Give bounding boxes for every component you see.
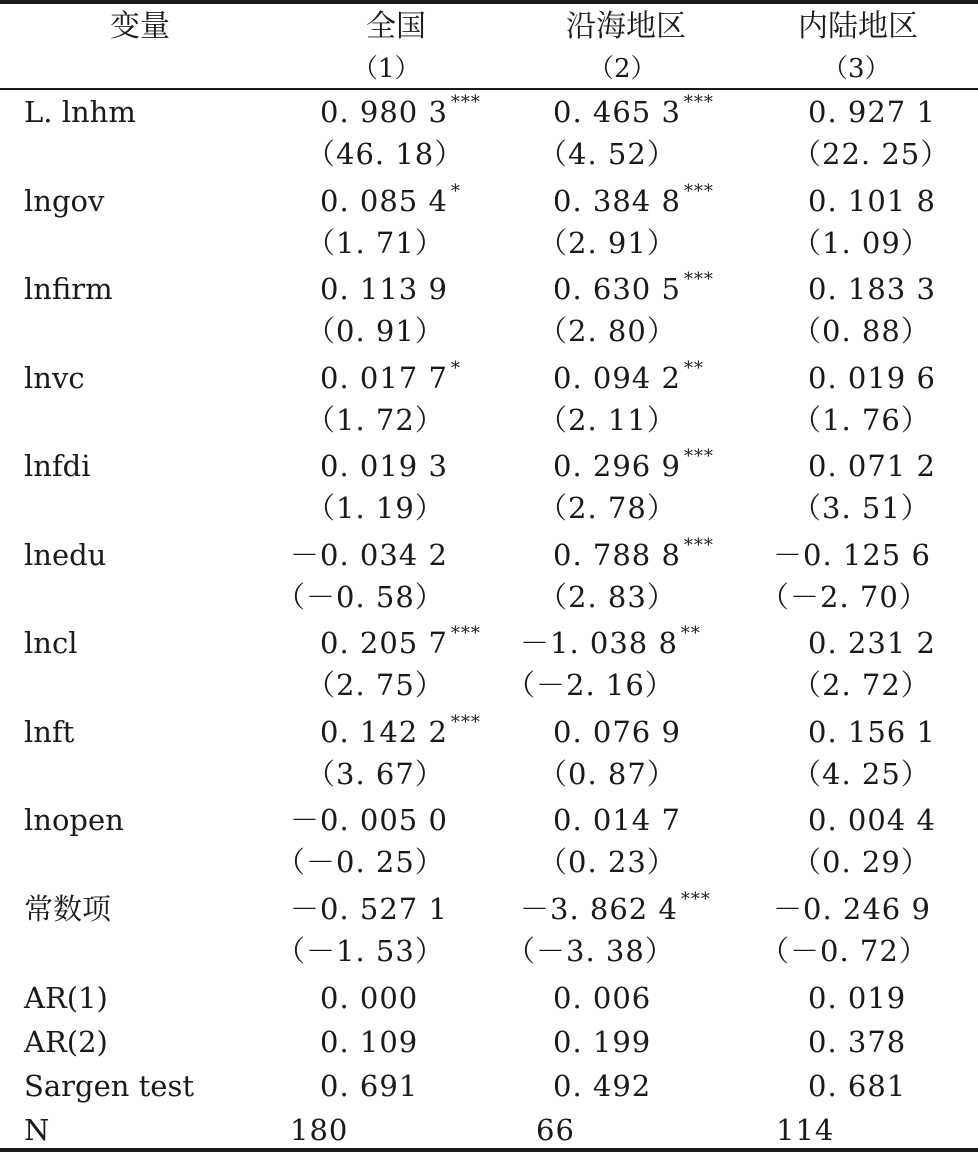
coef-value: 0. 014 7 bbox=[553, 803, 681, 837]
row-label: lncl bbox=[24, 626, 78, 660]
t-stat: （－0. 58） bbox=[276, 580, 445, 614]
t-stat: （1. 09） bbox=[792, 226, 931, 260]
significance-stars: *** bbox=[450, 92, 481, 113]
header-col-national: 全国 bbox=[366, 9, 426, 44]
coef-cell bbox=[553, 803, 681, 837]
row-label: lngov bbox=[24, 184, 105, 218]
coef-value: 0. 927 1 bbox=[808, 95, 936, 129]
coef-cell bbox=[320, 272, 448, 306]
coef-cell bbox=[553, 535, 714, 572]
significance-stars: *** bbox=[683, 446, 714, 467]
t-stat: （1. 76） bbox=[792, 403, 931, 437]
coef-value: 0. 113 9 bbox=[320, 272, 448, 306]
t-stat: （0. 29） bbox=[792, 845, 931, 879]
coef-value: 0. 231 2 bbox=[808, 626, 936, 660]
coef-value: 0. 630 5 bbox=[553, 272, 681, 306]
header-colnum-1: （1） bbox=[352, 54, 421, 84]
coef-cell bbox=[553, 715, 681, 749]
coef-value: 0. 980 3 bbox=[320, 95, 448, 129]
t-stat: （1. 72） bbox=[306, 403, 445, 437]
coef-value: 0. 019 6 bbox=[808, 361, 936, 395]
t-stat: （2. 72） bbox=[792, 668, 931, 702]
top-rule bbox=[0, 0, 978, 4]
coef-cell bbox=[520, 623, 701, 660]
t-stat: （4. 25） bbox=[792, 757, 931, 791]
stat-value: 0. 199 bbox=[553, 1025, 652, 1059]
significance-stars: *** bbox=[450, 712, 481, 733]
row-label: L. lnhm bbox=[24, 95, 136, 129]
coef-value: 0. 296 9 bbox=[553, 449, 681, 483]
coef-cell bbox=[808, 361, 936, 395]
stat-value: 180 bbox=[290, 1113, 349, 1147]
t-stat: （46. 18） bbox=[306, 137, 465, 171]
t-stat: （3. 67） bbox=[306, 757, 445, 791]
header-variable: 变量 bbox=[110, 9, 170, 44]
coef-value: 0. 019 3 bbox=[320, 449, 448, 483]
stat-value: 0. 492 bbox=[553, 1069, 652, 1103]
coef-value: 0. 094 2 bbox=[553, 361, 681, 395]
row-label: lnfdi bbox=[24, 449, 91, 483]
significance-stars: ** bbox=[683, 358, 704, 379]
row-label: lnft bbox=[24, 715, 75, 749]
coef-value: 0. 465 3 bbox=[553, 95, 681, 129]
coef-cell bbox=[290, 538, 448, 572]
header-colnum-3: （3） bbox=[822, 54, 891, 84]
coef-cell bbox=[808, 184, 936, 218]
significance-stars: *** bbox=[683, 269, 714, 290]
row-label: 常数项 bbox=[24, 892, 112, 926]
coef-value: －0. 527 1 bbox=[290, 892, 448, 926]
coef-value: 0. 101 8 bbox=[808, 184, 936, 218]
coef-value: －0. 005 0 bbox=[290, 803, 448, 837]
header-rule bbox=[0, 88, 978, 90]
coef-cell bbox=[290, 803, 448, 837]
coef-cell bbox=[808, 803, 936, 837]
significance-stars: *** bbox=[683, 92, 714, 113]
coef-value: 0. 384 8 bbox=[553, 184, 681, 218]
t-stat: （－0. 72） bbox=[760, 934, 929, 968]
stat-value: 114 bbox=[776, 1113, 835, 1147]
coef-cell bbox=[553, 358, 704, 395]
t-stat: （3. 51） bbox=[792, 491, 931, 525]
stat-value: 0. 019 bbox=[808, 981, 907, 1015]
t-stat: （22. 25） bbox=[792, 137, 951, 171]
stat-label: AR(1) bbox=[24, 981, 108, 1015]
coef-value: 0. 788 8 bbox=[553, 538, 681, 572]
t-stat: （－2. 16） bbox=[506, 668, 675, 702]
coef-value: 0. 071 2 bbox=[808, 449, 936, 483]
stat-label: N bbox=[24, 1113, 50, 1147]
t-stat: （2. 80） bbox=[538, 314, 677, 348]
stat-value: 66 bbox=[536, 1113, 575, 1147]
t-stat: （2. 91） bbox=[538, 226, 677, 260]
t-stat: （4. 52） bbox=[538, 137, 677, 171]
coef-value: 0. 142 2 bbox=[320, 715, 448, 749]
t-stat: （－0. 25） bbox=[276, 845, 445, 879]
coef-cell bbox=[808, 272, 936, 306]
stat-value: 0. 006 bbox=[553, 981, 652, 1015]
coef-cell bbox=[520, 889, 711, 926]
coef-cell bbox=[320, 92, 481, 129]
significance-stars: *** bbox=[450, 623, 481, 644]
coef-value: 0. 156 1 bbox=[808, 715, 936, 749]
t-stat: （－1. 53） bbox=[276, 934, 445, 968]
t-stat: （0. 23） bbox=[538, 845, 677, 879]
stat-value: 0. 000 bbox=[320, 981, 419, 1015]
row-label: lnedu bbox=[24, 538, 107, 572]
coef-value: 0. 205 7 bbox=[320, 626, 448, 660]
header-colnum-2: （2） bbox=[588, 54, 657, 84]
stat-value: 0. 109 bbox=[320, 1025, 419, 1059]
coef-cell bbox=[808, 715, 936, 749]
significance-stars: *** bbox=[680, 889, 711, 910]
coef-cell bbox=[773, 538, 931, 572]
significance-stars: ** bbox=[680, 623, 701, 644]
coef-cell bbox=[320, 449, 448, 483]
row-label: lnfirm bbox=[24, 272, 113, 306]
t-stat: （2. 78） bbox=[538, 491, 677, 525]
coef-cell bbox=[553, 181, 714, 218]
stat-value: 0. 681 bbox=[808, 1069, 907, 1103]
header-col-coastal: 沿海地区 bbox=[566, 9, 686, 44]
coef-cell bbox=[553, 269, 714, 306]
t-stat: （0. 87） bbox=[538, 757, 677, 791]
coef-cell bbox=[290, 892, 448, 926]
coef-value: －0. 125 6 bbox=[773, 538, 931, 572]
coef-cell bbox=[808, 449, 936, 483]
t-stat: （2. 83） bbox=[538, 580, 677, 614]
significance-stars: *** bbox=[683, 181, 714, 202]
coef-value: －3. 862 4 bbox=[520, 892, 678, 926]
coef-value: 0. 004 4 bbox=[808, 803, 936, 837]
coef-cell bbox=[808, 626, 936, 660]
stat-label: AR(2) bbox=[24, 1025, 108, 1059]
significance-stars: *** bbox=[683, 535, 714, 556]
coef-cell bbox=[320, 181, 461, 218]
coef-cell bbox=[553, 92, 714, 129]
bottom-rule bbox=[0, 1148, 978, 1152]
t-stat: （－2. 70） bbox=[760, 580, 929, 614]
significance-stars: * bbox=[450, 358, 461, 379]
stat-value: 0. 378 bbox=[808, 1025, 907, 1059]
coef-value: 0. 085 4 bbox=[320, 184, 448, 218]
t-stat: （2. 75） bbox=[306, 668, 445, 702]
coef-value: 0. 076 9 bbox=[553, 715, 681, 749]
stat-label: Sargen test bbox=[24, 1069, 194, 1103]
row-label: lnvc bbox=[24, 361, 85, 395]
coef-value: －1. 038 8 bbox=[520, 626, 678, 660]
coef-value: －0. 034 2 bbox=[290, 538, 448, 572]
row-label: lnopen bbox=[24, 803, 124, 837]
coef-value: 0. 017 7 bbox=[320, 361, 448, 395]
t-stat: （0. 88） bbox=[792, 314, 931, 348]
t-stat: （－3. 38） bbox=[506, 934, 675, 968]
t-stat: （0. 91） bbox=[306, 314, 445, 348]
coef-value: 0. 183 3 bbox=[808, 272, 936, 306]
t-stat: （2. 11） bbox=[538, 403, 677, 437]
coef-cell bbox=[320, 712, 481, 749]
stat-value: 0. 691 bbox=[320, 1069, 419, 1103]
t-stat: （1. 71） bbox=[306, 226, 445, 260]
coef-value: －0. 246 9 bbox=[773, 892, 931, 926]
coef-cell bbox=[553, 446, 714, 483]
header-col-inland: 内陆地区 bbox=[798, 9, 918, 44]
coef-cell bbox=[773, 892, 931, 926]
t-stat: （1. 19） bbox=[306, 491, 445, 525]
significance-stars: * bbox=[450, 181, 461, 202]
coef-cell bbox=[320, 623, 481, 660]
coef-cell bbox=[320, 358, 461, 395]
coef-cell bbox=[808, 95, 936, 129]
